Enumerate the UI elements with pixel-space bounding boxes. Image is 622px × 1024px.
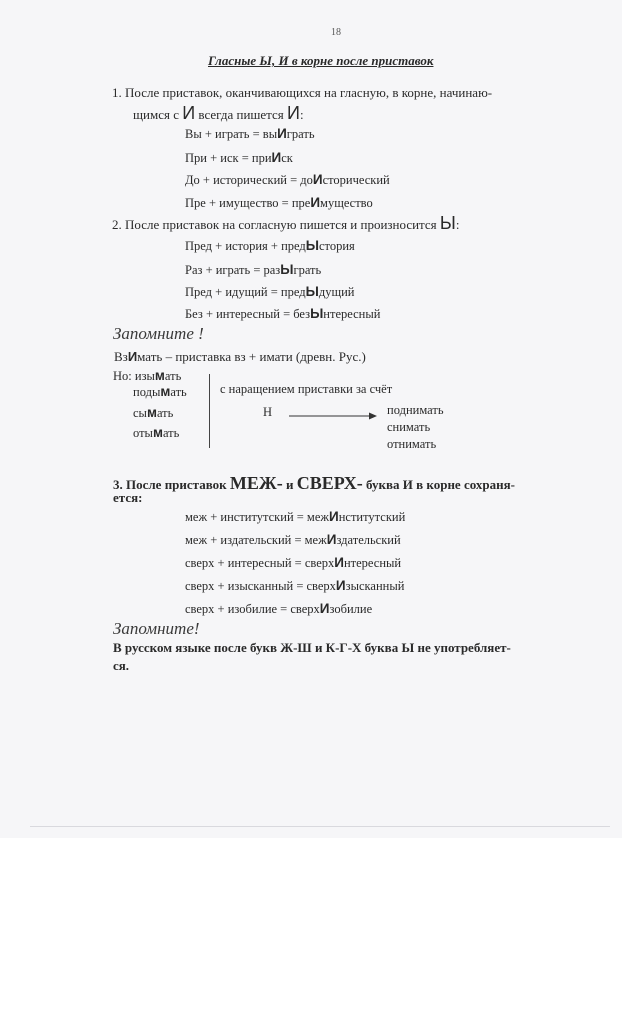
rule1-example: При + иск = приИск: [185, 150, 293, 165]
bracket-line: [209, 374, 210, 448]
rule3-example: сверх + интересный = сверхИнтересный: [185, 555, 402, 570]
page-title: Гласные Ы, И в корне после приставок: [208, 53, 434, 68]
result-word: поднимать: [387, 403, 444, 417]
rule3-line1: 3. После приставок МЕЖ- и СВЕРХ- буква И в корне сохраня-: [113, 473, 515, 493]
exception-word: сымать: [133, 405, 174, 420]
result-word: отнимать: [387, 437, 437, 451]
rule1-example: До + исторический = доИсторический: [185, 172, 390, 187]
rule3-line2: ется:: [113, 490, 143, 505]
rule3-example: сверх + изысканный = сверхИзысканный: [185, 578, 405, 593]
rule2-line: 2. После приставок на согласную пишется и произносится Ы:: [112, 213, 460, 233]
remember-heading: Запомните!: [113, 619, 200, 638]
rule3-example: меж + институтский = межИнститутский: [185, 509, 406, 524]
rule2-example: Без + интересный = безЫнтересный: [185, 306, 381, 321]
exception-word: Но: изымать: [113, 368, 182, 383]
letter-n: Н: [263, 405, 273, 419]
final-rule-line2: ся.: [113, 658, 130, 673]
exception-word: подымать: [133, 384, 187, 399]
page-number: 18: [331, 27, 341, 38]
rule2-example: Пред + идущий = предЫдущий: [185, 284, 355, 299]
rule1-example: Вы + играть = выИграть: [185, 126, 315, 141]
exception-word: отымать: [133, 425, 180, 440]
rule1-example: Пре + имущество = преИмущество: [185, 195, 373, 210]
rule2-example: Пред + история + предЫстория: [185, 238, 355, 253]
prefix-note: с наращением приставки за счёт: [220, 382, 393, 396]
rule2-example: Раз + играть = разЫграть: [185, 262, 322, 277]
arrow-icon: [289, 412, 377, 420]
rule1-line2: щимся с И всегда пишется И:: [133, 103, 304, 123]
rule1-line1: 1. После приставок, оканчивающихся на гласную, в корне, начинаю-: [112, 85, 493, 100]
vzimat-line: ВзИмать – приставка вз + имати (древн. Рус.): [114, 349, 366, 364]
final-rule-line1: В русском языке после букв Ж-Ш и К-Г-Х буква Ы не употребляет-: [113, 640, 511, 655]
rule3-example: сверх + изобилие = сверхИзобилие: [185, 601, 373, 616]
rule3-example: меж + издательский = межИздательский: [185, 532, 401, 547]
remember-heading: Запомните !: [113, 324, 204, 343]
page-edge-line: [30, 826, 610, 827]
result-word: снимать: [387, 420, 431, 434]
